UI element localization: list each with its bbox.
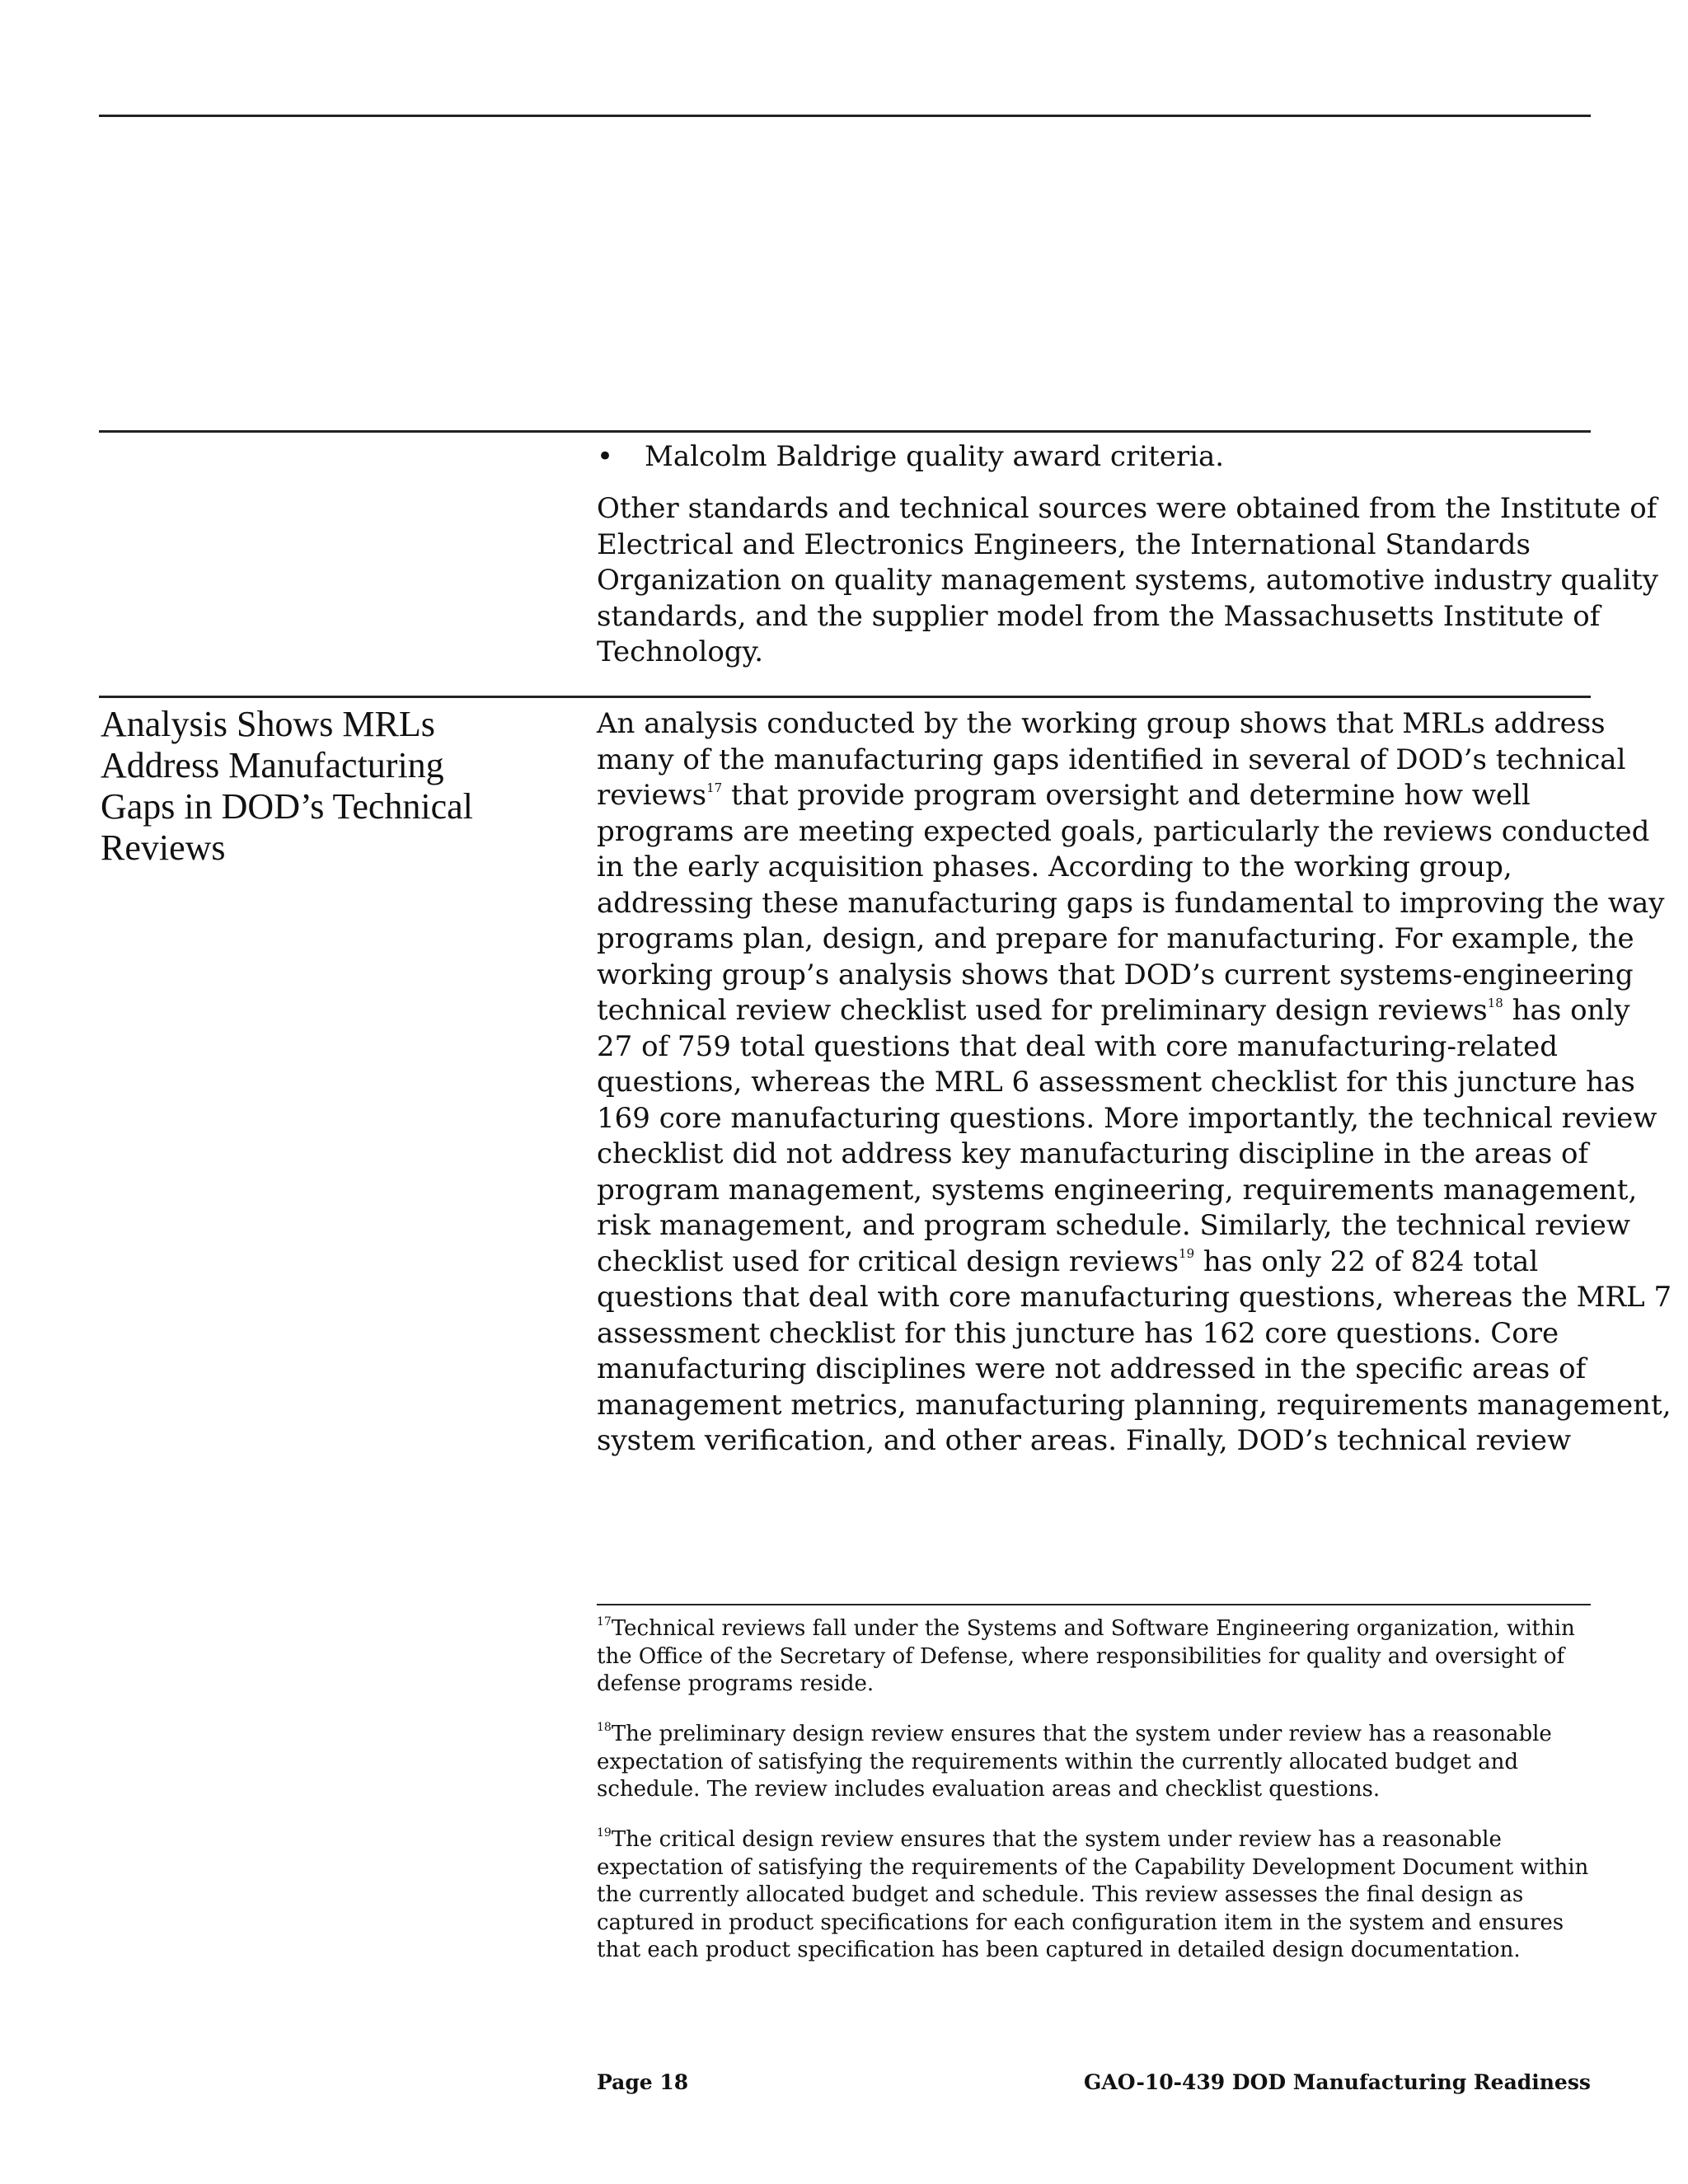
paragraph-line: addressing these manufacturing gaps is fundamental to improving the way: [597, 886, 1665, 920]
standards-paragraph: [597, 491, 1658, 671]
footnote-ref-18[interactable]: 18: [1487, 995, 1503, 1010]
paragraph-line: many of the manufacturing gaps identified in several of DOD’s technical: [597, 743, 1626, 776]
paragraph-text: reviews: [597, 779, 707, 812]
footnote-line: [597, 1615, 1594, 1643]
footnote-ref-17[interactable]: 17: [706, 780, 723, 795]
paragraph-line: questions that deal with core manufacturing questions, whereas the MRL 7: [597, 1281, 1672, 1314]
paragraph-line: Technology.: [597, 635, 764, 668]
paragraph-line: questions, whereas the MRL 6 assessment checklist for this juncture has: [597, 1066, 1635, 1099]
paragraph-text: technical review checklist used for preliminary design reviews: [597, 994, 1488, 1027]
section-heading-line: Reviews: [101, 827, 226, 868]
paragraph-line: Organization on quality management systems, automotive industry quality: [597, 564, 1658, 597]
paragraph-line: standards, and the supplier model from the Massachusetts Institute of: [597, 599, 1601, 633]
footnote-number: 19: [597, 1826, 612, 1840]
paragraph-line: [597, 1244, 1594, 1281]
footnote-18: [597, 1721, 1594, 1804]
footnote-line: the Office of the Secretary of Defense, where responsibilities for quality and oversight of: [597, 1643, 1565, 1669]
paragraph-line: 169 core manufacturing questions. More importantly, the technical review: [597, 1101, 1658, 1135]
header-rule: [99, 115, 1591, 117]
footnote-number: 17: [597, 1615, 612, 1629]
section-heading-line: Gaps in DOD’s Technical: [101, 786, 473, 827]
footnote-line: defense programs reside.: [597, 1671, 874, 1696]
paragraph-text: checklist used for critical design reviews: [597, 1244, 1179, 1278]
paragraph-text: has only: [1503, 994, 1630, 1027]
footnote-ref-19[interactable]: 19: [1179, 1246, 1195, 1262]
footnote-line: expectation of satisfying the requirements of the Capability Development Document within: [597, 1854, 1589, 1880]
footnote-text: Technical reviews fall under the Systems and Software Engineering organization, within: [611, 1616, 1575, 1641]
paragraph-line: manufacturing disciplines were not addressed in the specific areas of: [597, 1352, 1587, 1385]
footnote-19: [597, 1826, 1594, 1965]
paragraph-line: management metrics, manufacturing planning, requirements management,: [597, 1388, 1672, 1422]
section-heading: [101, 704, 562, 869]
paragraph-line: Other standards and technical sources were obtained from the Institute of: [597, 492, 1658, 525]
paragraph-line: working group’s analysis shows that DOD’s current systems-engineering: [597, 958, 1634, 991]
footnote-number: 18: [597, 1721, 612, 1735]
paragraph-line: An analysis conducted by the working group shows that MRLs address: [597, 707, 1606, 740]
section-rule: [99, 696, 1591, 698]
footnote-line: [597, 1826, 1594, 1854]
page-number: Page 18: [597, 2070, 689, 2094]
paragraph-line: [597, 993, 1630, 1029]
paragraph-line: checklist did not address key manufacturing discipline in the areas of: [597, 1137, 1589, 1170]
paragraph-line: in the early acquisition phases. According to the working group,: [597, 851, 1512, 883]
paragraph-line: system verification, and other areas. Finally, DOD’s technical review: [597, 1424, 1572, 1457]
section-divider-rule: [99, 430, 1591, 433]
section-heading-line: Address Manufacturing: [101, 745, 444, 785]
footnote-line: that each product specification has been captured in detailed design documentation.: [597, 1938, 1521, 1962]
footnote-line: expectation of satisfying the requirements within the currently allocated budget and: [597, 1749, 1519, 1774]
footnote-line: the currently allocated budget and schedule. This review assesses the final design as: [597, 1882, 1524, 1907]
footnote-line: captured in product specifications for each configuration item in the system and ensures: [597, 1910, 1564, 1935]
paragraph-line: [597, 778, 1594, 814]
paragraph-line: program management, systems engineering, requirements management,: [597, 1173, 1638, 1207]
footnote-text: The preliminary design review ensures that the system under review has a reasonable: [611, 1722, 1552, 1746]
paragraph-line: assessment checklist for this juncture has 162 core questions. Core: [597, 1316, 1559, 1350]
analysis-paragraph: [597, 706, 1672, 1460]
paragraph-text: that provide program oversight and determine how well: [722, 779, 1531, 812]
report-title: GAO-10-439 DOD Manufacturing Readiness: [1084, 2070, 1591, 2094]
bullet-icon: •: [597, 440, 614, 473]
footnote-line: schedule. The review includes evaluation areas and checklist questions.: [597, 1777, 1381, 1802]
footnote-line: [597, 1721, 1594, 1749]
paragraph-line: programs are meeting expected goals, particularly the reviews conducted: [597, 814, 1650, 848]
bullet-text: Malcolm Baldrige quality award criteria.: [645, 440, 1225, 473]
footnote-17: [597, 1615, 1594, 1699]
paragraph-line: programs plan, design, and prepare for manufacturing. For example, the: [597, 922, 1634, 955]
footnote-separator: [597, 1604, 1591, 1605]
paragraph-line: Electrical and Electronics Engineers, the International Standards: [597, 527, 1531, 561]
footnote-text: The critical design review ensures that the system under review has a reasonable: [611, 1827, 1502, 1852]
section-heading-line: Analysis Shows MRLs: [101, 704, 435, 744]
paragraph-text: has only 22 of 824 total: [1194, 1244, 1539, 1278]
paragraph-line: risk management, and program schedule. Similarly, the technical review: [597, 1209, 1630, 1242]
paragraph-line: 27 of 759 total questions that deal with core manufacturing-related: [597, 1029, 1559, 1063]
